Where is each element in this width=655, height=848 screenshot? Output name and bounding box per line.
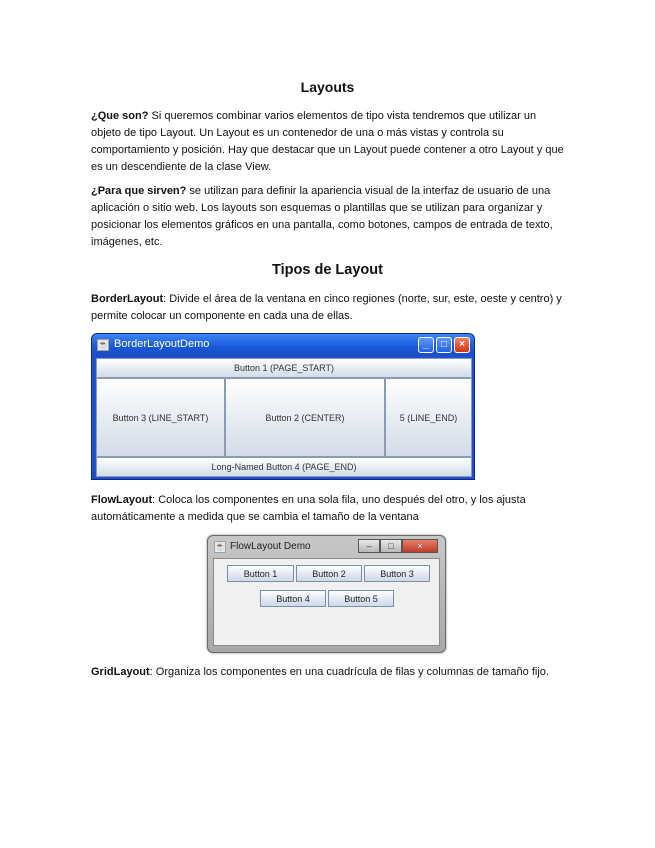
close-icon[interactable]: × — [402, 539, 438, 553]
que-son-label: ¿Que son? — [91, 110, 149, 122]
maximize-icon[interactable]: □ — [436, 337, 452, 353]
section-title: Tipos de Layout — [272, 262, 383, 278]
flow-demo-title: FlowLayout Demo — [230, 541, 311, 552]
maximize-icon[interactable]: □ — [380, 539, 402, 553]
grid-layout-label: GridLayout — [91, 666, 150, 678]
page-end-label: Long-Named Button 4 (PAGE_END) — [211, 462, 357, 472]
page-start-button[interactable] — [96, 358, 472, 378]
border-demo-content — [96, 358, 472, 477]
flow-button-label: Button 4 — [276, 593, 310, 604]
paragraph-border-layout — [91, 291, 566, 325]
flow-button-label: Button 5 — [344, 593, 378, 604]
border-layout-text: : Divide el área de la ventana en cinco regiones (norte, sur, este, oeste y centro) y permite colocar un componente en cada una de ellas. — [91, 293, 562, 322]
flow-button-label: Button 2 — [312, 568, 346, 579]
line-end-button[interactable] — [385, 378, 472, 457]
page-end-button[interactable] — [96, 457, 472, 477]
minimize-icon[interactable]: _ — [418, 337, 434, 353]
que-son-text: Si queremos combinar varios elementos de tipo vista tendremos que utilizar un objeto de tipo Layout. Un Layout es un contenedor de una o más vistas y controla su comportamiento y posición. Hay que destacar que un Layout puede contener a otro Layout y que es un descendiente de la clase View. — [91, 110, 564, 173]
para-que-text: se utilizan para definir la apariencia visual de la interfaz de usuario de una aplicación o sitio web. Los layouts son esquemas o plantillas que se utilizan para organizar y posicionar los elementos gráficos en una pantalla, como botones, campos de entrada de texto, imágenes, etc. — [91, 185, 553, 248]
paragraph-que-son — [91, 108, 566, 176]
flow-layout-text: : Coloca los componentes en una sola fila, uno después del otro, y los ajusta automáticamente a medida que se cambia el tamaño de la ventana — [91, 494, 526, 523]
para-que-label: ¿Para que sirven? — [91, 185, 187, 197]
paragraph-para-que — [91, 183, 566, 251]
paragraph-flow-layout — [91, 492, 566, 526]
flow-button-3[interactable] — [364, 565, 430, 582]
border-layout-demo-window — [91, 333, 475, 480]
line-start-button[interactable] — [96, 378, 225, 457]
flow-button-1[interactable] — [227, 565, 294, 582]
flow-button-2[interactable] — [296, 565, 362, 582]
line-end-label: 5 (LINE_END) — [399, 412, 458, 423]
close-icon[interactable]: × — [454, 337, 470, 353]
flow-layout-label: FlowLayout — [91, 494, 153, 506]
flow-button-label: Button 3 — [380, 568, 414, 579]
border-demo-title: BorderLayoutDemo — [114, 338, 210, 350]
minimize-icon[interactable]: – — [358, 539, 380, 553]
grid-layout-text: : Organiza los componentes en una cuadrícula de filas y columnas de tamaño fijo. — [149, 666, 549, 678]
line-start-label: Button 3 (LINE_START) — [112, 412, 209, 423]
flow-button-5[interactable] — [328, 590, 394, 607]
java-app-icon: ☕ — [98, 340, 108, 349]
border-layout-label: BorderLayout — [91, 293, 164, 305]
border-demo-titlebar — [92, 334, 474, 356]
page-start-label: Button 1 (PAGE_START) — [233, 363, 335, 373]
center-label: Button 2 (CENTER) — [265, 412, 345, 423]
page-title: Layouts — [300, 79, 355, 95]
paragraph-grid-layout — [91, 664, 566, 681]
java-app-icon: ☕ — [215, 542, 225, 551]
flow-demo-content — [213, 558, 440, 646]
flow-button-label: Button 1 — [243, 568, 278, 579]
center-button[interactable] — [225, 378, 385, 457]
flow-layout-demo-window — [207, 535, 446, 653]
flow-button-4[interactable] — [260, 590, 326, 607]
